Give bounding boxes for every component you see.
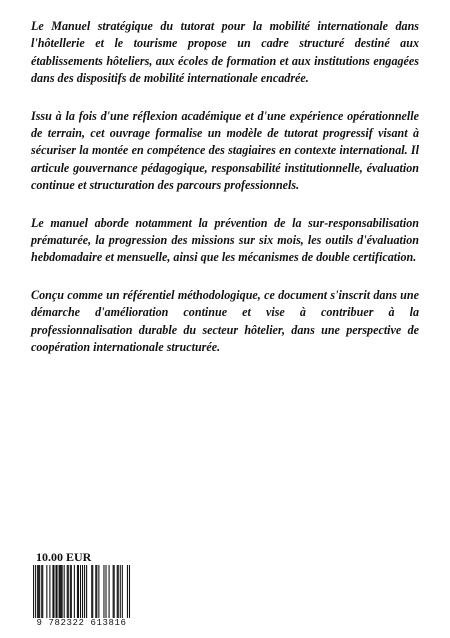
barcode-bar [92, 565, 93, 619]
blurb-paragraph-2: Issu à la fois d'une réflexion académique et d'une expérience opérationnelle de terrain, cet ouvrage formalise un modèle de tutorat progressif visant à sécuriser la montée en compétence des stagiaires en contexte international. Il articule gouvernance pédagogique, responsabilité institutionnelle, évaluation continue et structuration des parcours professionnels. [31, 108, 419, 193]
barcode-bar [42, 565, 43, 619]
barcode-bar [127, 565, 128, 619]
barcode-bar [35, 565, 36, 619]
barcode-bar [129, 565, 130, 619]
barcode-bar [52, 565, 53, 619]
barcode-bar [122, 565, 123, 619]
back-cover-blurb [31, 18, 419, 357]
barcode-bar [120, 565, 121, 619]
barcode-bar [105, 565, 106, 619]
barcode-bar [118, 565, 119, 619]
barcode-bar [86, 565, 87, 619]
barcode-bar [70, 565, 71, 619]
barcode-bar [64, 565, 65, 619]
barcode-bar [38, 565, 39, 619]
barcode-bar [103, 565, 104, 619]
barcode-bar [67, 565, 68, 619]
barcode-bar [60, 565, 61, 619]
barcode-bar [82, 565, 83, 619]
barcode-bar [53, 565, 54, 619]
barcode-bar [95, 565, 96, 619]
barcode-bar [46, 565, 47, 619]
barcode-bar [96, 565, 97, 619]
barcode-bar [78, 565, 79, 619]
barcode-bar [37, 565, 38, 619]
barcode-bar [80, 565, 81, 619]
blurb-paragraph-1: Le Manuel stratégique du tutorat pour la mobilité internationale dans l'hôtellerie et le tourisme propose un cadre structuré destiné aux établissements hôteliers, aux écoles de formation et aux institutions engagées dans des dispositifs de mobilité internationale encadrée. [31, 19, 419, 86]
barcode-bar [109, 565, 110, 619]
barcode-bar [74, 565, 75, 619]
barcode-bar [57, 565, 58, 619]
barcode-bar [33, 565, 34, 619]
barcode-bar [68, 565, 69, 619]
barcode-bar [41, 565, 42, 619]
barcode-bar [98, 565, 99, 619]
barcode-bar [39, 565, 40, 619]
barcode-bar [59, 565, 60, 619]
barcode-bar [113, 565, 114, 619]
barcode-bar [84, 565, 85, 619]
barcode-bar [71, 565, 72, 619]
barcode-bar [62, 565, 63, 619]
blurb-paragraph-4: Conçu comme un référentiel méthodologique, ce document s'inscrit dans une démarche d'amélioration continue et vise à contribuer à la professionnalisation durable du secteur hôtelier, dans une perspective de coopération internationale structurée. [31, 287, 419, 355]
barcode-bar [114, 565, 115, 619]
isbn-number: 9 782322 613816 [31, 618, 132, 628]
barcode-bar [77, 565, 78, 619]
barcode-bar [91, 565, 92, 619]
barcode-bars [31, 565, 132, 619]
barcode-bar [55, 565, 56, 619]
barcode-bar [117, 565, 118, 619]
blurb-paragraph-3: Le manuel aborde notamment la prévention de la sur-responsabilisation prématurée, la progression des missions sur six mois, les outils d'évaluation hebdomadaire et mensuelle, ainsi que les mécanismes de double certification. [31, 215, 419, 265]
price-label: 10.00 EUR [36, 550, 92, 564]
barcode-bar [49, 565, 50, 619]
barcode-bar [61, 565, 62, 619]
